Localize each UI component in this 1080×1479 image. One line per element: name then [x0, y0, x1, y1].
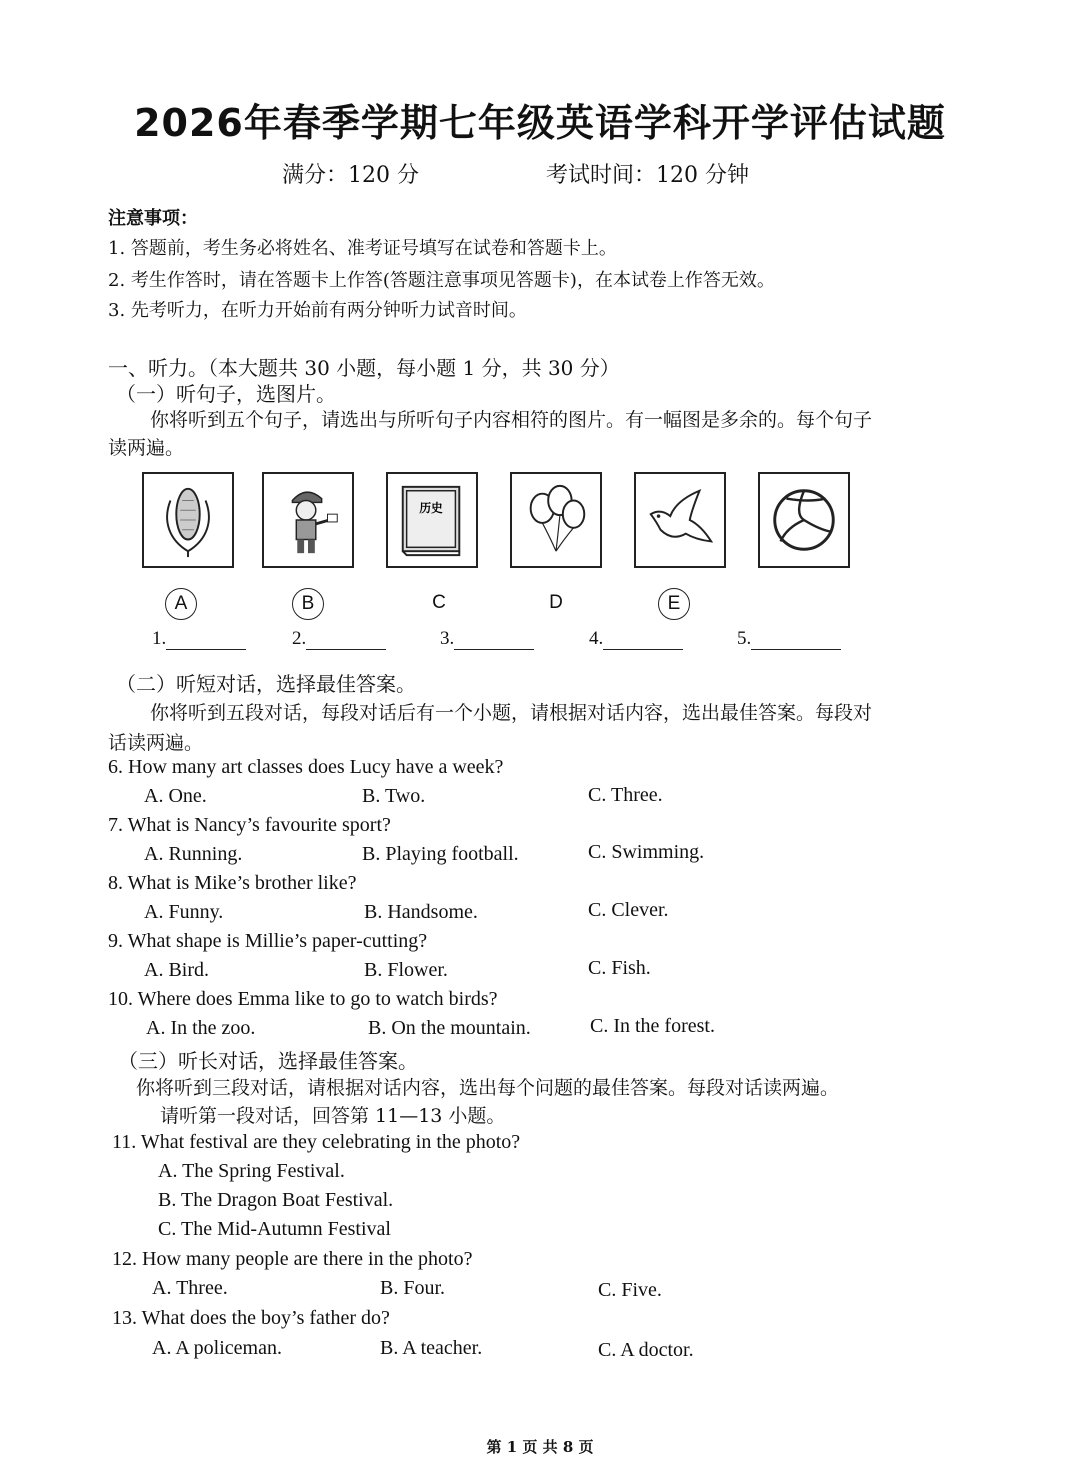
- part2-heading: （二）听短对话，选择最佳答案。: [116, 672, 416, 696]
- option-6b[interactable]: B. Two.: [362, 785, 426, 807]
- option-11a[interactable]: A. The Spring Festival.: [158, 1160, 345, 1182]
- part1-instruction-cont: 读两遍。: [108, 437, 185, 459]
- option-11c[interactable]: C. The Mid-Autumn Festival: [158, 1218, 391, 1240]
- full-score: 满分：120 分: [282, 163, 419, 188]
- part3-heading: （三）听长对话，选择最佳答案。: [118, 1049, 418, 1073]
- corn-icon: [149, 480, 227, 560]
- part1-heading: （一）听句子，选图片。: [116, 382, 336, 406]
- boy-icon: [269, 480, 347, 560]
- question-9: 9. What shape is Millie’s paper-cutting?: [108, 930, 428, 952]
- part2-instruction-cont: 话读两遍。: [108, 732, 204, 754]
- option-8a[interactable]: A. Funny.: [144, 901, 224, 923]
- option-7c[interactable]: C. Swimming.: [588, 841, 705, 863]
- part3-instruction: 你将听到三段对话，请根据对话内容，选出每个问题的最佳答案。每段对话读两遍。: [136, 1077, 840, 1099]
- answer-blank-3[interactable]: 3.: [440, 628, 534, 650]
- picture-c: [386, 472, 478, 568]
- option-letter-d: D: [549, 592, 563, 613]
- option-6a[interactable]: A. One.: [144, 785, 207, 807]
- note-item: 3. 先考听力，在听力开始前有两分钟听力试音时间。: [108, 300, 527, 321]
- question-10: 10. Where does Emma like to go to watch birds?: [108, 988, 498, 1010]
- question-7: 7. What is Nancy’s favourite sport?: [108, 814, 391, 836]
- note-item: 1. 答题前，考生务必将姓名、准考证号填写在试卷和答题卡上。: [108, 238, 617, 259]
- option-letter-e: E: [658, 588, 690, 620]
- option-8c[interactable]: C. Clever.: [588, 899, 669, 921]
- page-title: 2026年春季学期七年级英语学科开学评估试题: [134, 101, 946, 145]
- option-12b[interactable]: B. Four.: [380, 1277, 446, 1299]
- part2-instruction: 你将听到五段对话，每段对话后有一个小题，请根据对话内容，选出最佳答案。每段对: [150, 702, 873, 724]
- option-letter-b: B: [292, 588, 324, 620]
- section-heading: 一、听力。（本大题共 30 小题，每小题 1 分，共 30 分）: [108, 356, 620, 380]
- picture-b: [262, 472, 354, 568]
- question-6: 6. How many art classes does Lucy have a week?: [108, 756, 504, 778]
- option-letter-c: C: [432, 592, 446, 613]
- option-10a[interactable]: A. In the zoo.: [146, 1017, 256, 1039]
- picture-f: [758, 472, 850, 568]
- option-7b[interactable]: B. Playing football.: [362, 843, 519, 865]
- question-12: 12. How many people are there in the photo?: [112, 1248, 473, 1270]
- option-13a[interactable]: A. A policeman.: [152, 1337, 282, 1359]
- notes-heading: 注意事项：: [108, 208, 198, 229]
- part3-sub-instruction: 请听第一段对话，回答第 11—13 小题。: [160, 1105, 506, 1127]
- page-footer: 第 1 页 共 8 页: [486, 1438, 594, 1456]
- option-letter-a: A: [165, 588, 197, 620]
- option-11b[interactable]: B. The Dragon Boat Festival.: [158, 1189, 394, 1211]
- volleyball-icon: [765, 480, 843, 560]
- question-13: 13. What does the boy’s father do?: [112, 1307, 390, 1329]
- option-9b[interactable]: B. Flower.: [364, 959, 448, 981]
- book-title: 历史: [419, 501, 443, 516]
- balloons-icon: [517, 480, 595, 560]
- dove-icon: [641, 480, 719, 560]
- picture-e: [634, 472, 726, 568]
- question-8: 8. What is Mike’s brother like?: [108, 872, 357, 894]
- answer-blank-1[interactable]: 1.: [152, 628, 246, 650]
- note-item: 2. 考生作答时，请在答题卡上作答(答题注意事项见答题卡)，在本试卷上作答无效。: [108, 270, 775, 291]
- answer-blank-5[interactable]: 5.: [737, 628, 841, 650]
- option-7a[interactable]: A. Running.: [144, 843, 243, 865]
- option-10c[interactable]: C. In the forest.: [590, 1015, 715, 1037]
- answer-blank-2[interactable]: 2.: [292, 628, 386, 650]
- picture-a: [142, 472, 234, 568]
- option-10b[interactable]: B. On the mountain.: [368, 1017, 531, 1039]
- history-book-icon: [393, 480, 471, 560]
- picture-d: [510, 472, 602, 568]
- option-8b[interactable]: B. Handsome.: [364, 901, 478, 923]
- option-12c[interactable]: C. Five.: [598, 1279, 662, 1301]
- option-9c[interactable]: C. Fish.: [588, 957, 651, 979]
- option-12a[interactable]: A. Three.: [152, 1277, 228, 1299]
- part1-instruction: 你将听到五个句子，请选出与所听句子内容相符的图片。有一幅图是多余的。每个句子: [150, 409, 873, 431]
- option-13b[interactable]: B. A teacher.: [380, 1337, 483, 1359]
- exam-time: 考试时间：120 分钟: [546, 163, 749, 188]
- option-6c[interactable]: C. Three.: [588, 784, 663, 806]
- option-9a[interactable]: A. Bird.: [144, 959, 209, 981]
- question-11: 11. What festival are they celebrating in the photo?: [112, 1131, 521, 1153]
- answer-blank-4[interactable]: 4.: [589, 628, 683, 650]
- option-13c[interactable]: C. A doctor.: [598, 1339, 694, 1361]
